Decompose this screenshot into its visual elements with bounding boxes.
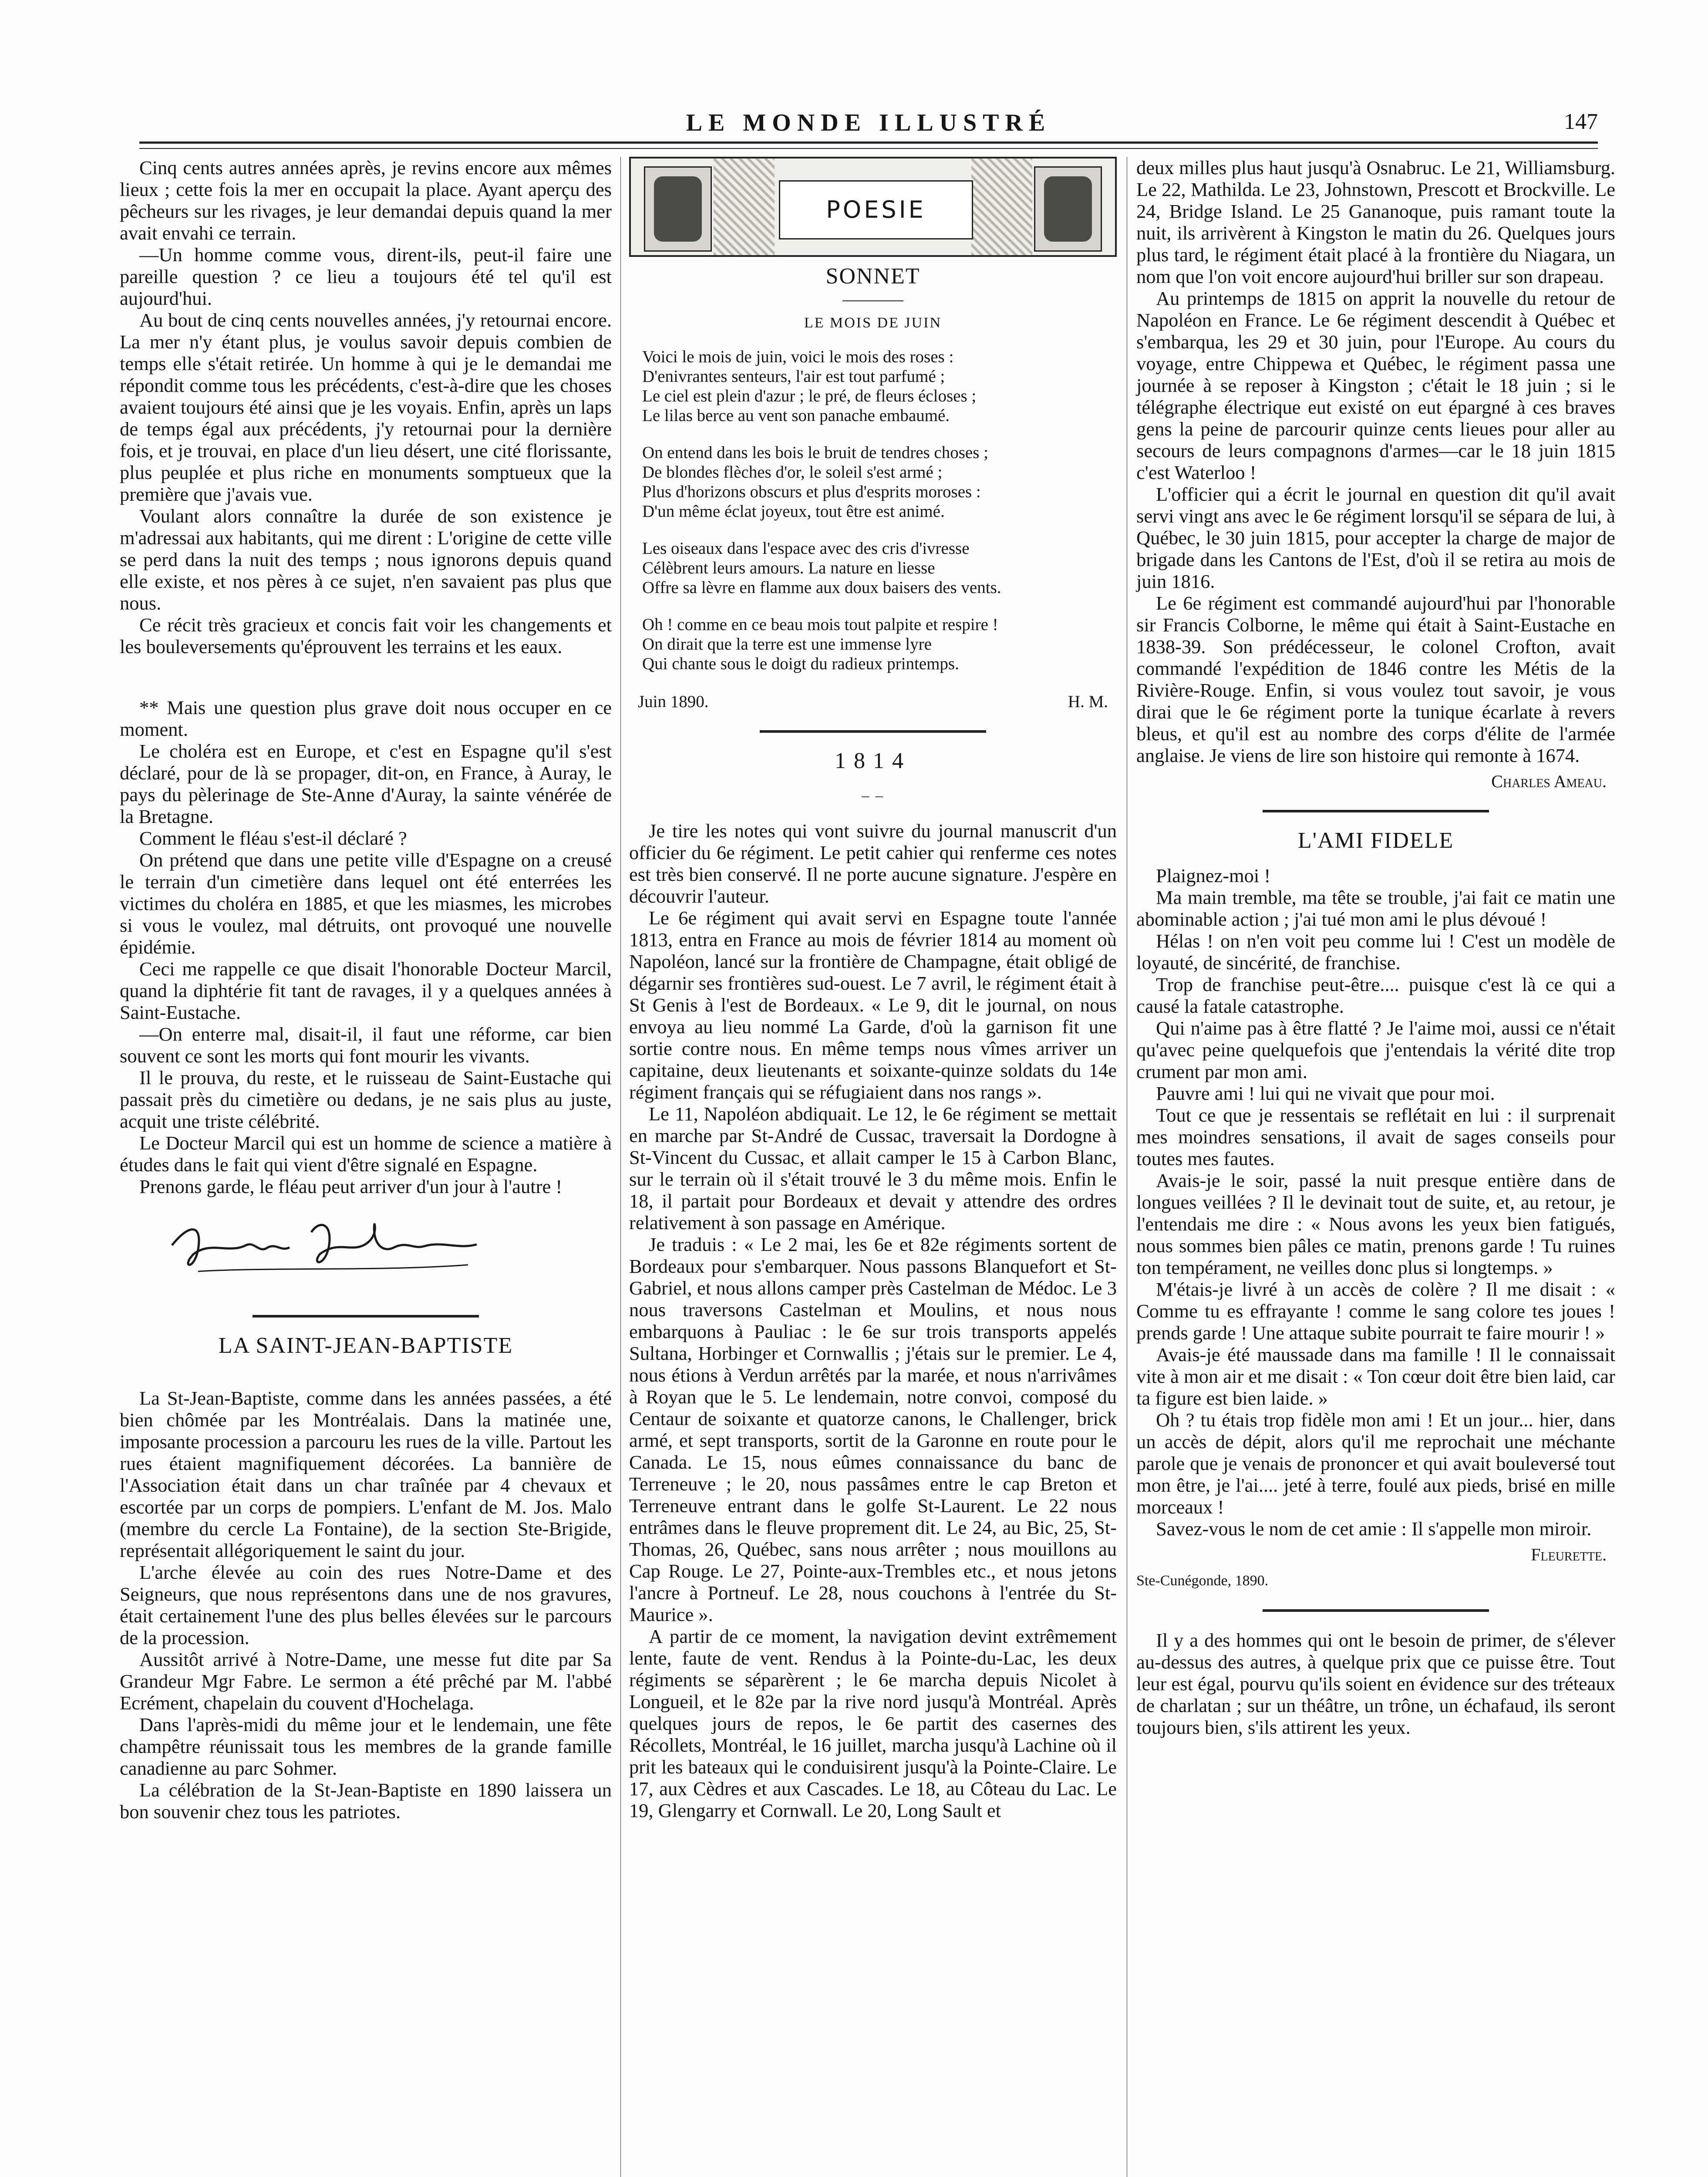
- verse-line: Offre sa lèvre en flamme aux doux baisers des vents.: [642, 578, 1001, 597]
- verse-line: Oh ! comme en ce beau mois tout palpite et respire !: [642, 615, 998, 634]
- section-title: L'AMI FIDELE: [1297, 828, 1454, 853]
- poetry-banner: [629, 157, 1117, 257]
- verse-line: Le ciel est plein d'azur ; le pré, de fleurs écloses ;: [642, 387, 977, 405]
- article-continuation: [120, 157, 612, 657]
- paragraph: La célébration de la St-Jean-Baptiste en 1890 laissera un bon souvenir chez tous les patriotes.: [120, 1779, 612, 1823]
- verse-line: Voici le mois de juin, voici le mois des roses :: [642, 347, 954, 366]
- paragraph: Il y a des hommes qui ont le besoin de primer, de s'élever au-dessus des autres, à quelque prix que ce puisse être. Tout leur est égal, pourvu qu'ils soient en évidence sur des tréteaux de charlatan ; sur un théâtre, un trône, un échafaud, ils seront toujours bien, s'ils attirent les yeux.: [1136, 1629, 1615, 1738]
- column-separator: [620, 157, 621, 2177]
- section-divider: [253, 1315, 479, 1318]
- poem-subtitle: LE MOIS DE JUIN: [804, 315, 942, 331]
- paragraph: Le 6e régiment qui avait servi en Espagne toute l'année 1813, entra en France au mois de février 1814 au moment où Napoléon, lancé sur la frontière de Champagne, était obligé de dégarnir ses frontières sud-ouest. Le 7 avril, le régiment était à St Genis à l'est de Bordeaux. « Le 9, dit le journal, on nous envoya au lieu nommé La Garde, d'où la garnison fit une sortie contre nous. En même temps nous vîmes arriver un capitaine, deux lieutenants et soixante-quinze soldats du 14e régiment français qui se réfugiaient dans nos rangs ».: [629, 907, 1117, 1103]
- paragraph: M'étais-je livré à un accès de colère ? Il me disait : « Comme tu es effrayante ! comme le sang colore tes joues ! prends garde ! Une attaque subite pourrait te faire mourir ! »: [1136, 1278, 1615, 1344]
- paragraph: Le 11, Napoléon abdiquait. Le 12, le 6e régiment se mettait en marche par St-André de Cussac, traversait la Dordogne à St-Vincent du Cussac, et allait camper le 15 à Carbon Blanc, sur le terrain où il s'était trouvé le 3 du même mois. Enfin le 18, il partait pour Bordeaux et devait y attendre des ordres relativement à son passage en Amérique.: [629, 1103, 1117, 1233]
- column-3: [1136, 157, 1615, 1738]
- paragraph: L'arche élevée au coin des rues Notre-Dame et des Seigneurs, que nous représentons dans une de nos gravures, était certainement l'une des plus belles élevées sur le parcours de la procession.: [120, 1561, 612, 1648]
- verse-line: Le lilas berce au vent son panache embaumé.: [642, 406, 950, 425]
- section-divider: [760, 730, 986, 733]
- paragraph: Cinq cents autres années après, je revins encore aux mêmes lieux ; cette fois la mer en occupait la place. Ayant aperçu des pêcheurs sur les rivages, je leur demandai depuis quand la mer avait envahi ce terrain.: [120, 157, 612, 244]
- ornament: [971, 158, 1032, 255]
- stanza: [642, 615, 1117, 674]
- paragraph: Ma main tremble, ma tête se trouble, j'ai fait ce matin une abominable action ; j'ai tué mon ami le plus dévoué !: [1136, 886, 1615, 930]
- banner-scroll: [779, 180, 973, 239]
- poem-signature-row: [629, 691, 1117, 713]
- paragraph: Le Docteur Marcil qui est un homme de science a matière à études dans le fait qui vient d'être signalé en Espagne.: [120, 1132, 612, 1176]
- masthead-title: LE MONDE ILLUSTRÉ: [686, 109, 1051, 136]
- saint-jean-baptiste-article: [120, 1387, 612, 1823]
- column-2: [629, 157, 1117, 1821]
- ornament: [714, 158, 775, 255]
- paragraph: Le choléra est en Europe, et c'est en Espagne qu'il s'est déclaré, pour de là se propager, dit-on, en France, à Auray, le pays du pèlerinage de Ste-Anne d'Auray, la sainte vénérée de la Bretagne.: [120, 740, 612, 827]
- verse-line: D'enivrantes senteurs, l'air est tout parfumé ;: [642, 367, 945, 386]
- paragraph: Avais-je le soir, passé la nuit presque entière dans de longues veillées ? Il le devinait tout de suite, et, au retour, je l'entendais me dire : « Nous avons les yeux bien fatigués, nous sommes bien pâles ce matin, prenons garde ! Tu ruines ton tempérament, ne veilles donc plus si longtemps. »: [1136, 1169, 1615, 1278]
- stanza: [642, 539, 1117, 597]
- poem-title: SONNET: [825, 264, 920, 289]
- stanza: [642, 443, 1117, 521]
- verse-line: Célèbrent leurs amours. La nature en liesse: [642, 559, 935, 577]
- section-title: 1814: [835, 748, 911, 773]
- section-divider: [1263, 1609, 1489, 1612]
- paragraph: Au printemps de 1815 on apprit la nouvelle du retour de Napoléon en France. Le 6e régiment descendit à Québec et s'embarqua, les 29 et 30 juin, pour l'Europe. Au cours du voyage, entre Chippewa et Québec, le régiment passa une journée à se reposer à Kingston ; c'était le 18 juin ; si le télégraphe électrique eut existé on eut épargné à ces braves gens la peine de parcourir quinze cents lieues pour aller au secours de leurs compagnons d'armes—car le 18 juin 1815 c'est Waterloo !: [1136, 287, 1615, 483]
- ornament-plate: [1034, 166, 1102, 252]
- verse-line: On entend dans les bois le bruit de tendres choses ;: [642, 443, 988, 462]
- paragraph: Plaignez-moi !: [1156, 865, 1271, 886]
- paragraph: La St-Jean-Baptiste, comme dans les années passées, a été bien chômée par les Montréalais. Dans la matinée une, imposante procession a parcouru les rues de la ville. Partout les rues étaient magnifiquement décorées. La bannière de l'Association était dans un char traînée par 4 chevaux et escortée par un corps de pompiers. L'enfant de M. Jos. Malo (membre du cercle La Fontaine), de la section Ste-Brigide, représentait allégoriquement le saint du jour.: [120, 1387, 612, 1561]
- header-rule-thin: [139, 148, 1598, 149]
- paragraph: Prenons garde, le fléau peut arriver d'un jour à l'autre !: [139, 1176, 563, 1197]
- ami-fidele-article: [1136, 865, 1615, 1540]
- verse-line: De blondes flèches d'or, le soleil s'est armé ;: [642, 463, 943, 482]
- verse-line: Plus d'horizons obscurs et plus d'esprits moroses :: [642, 482, 981, 501]
- handwritten-signature: [120, 1197, 612, 1297]
- paragraph: Le 6e régiment est commandé aujourd'hui par l'honorable sir Francis Colborne, le même qui était à Saint-Eustache en 1838-39. Son prédécesseur, le colonel Crofton, avait commandé l'expédition de 1846 contre les Métis de la Rivière-Rouge. Enfin, si vous voulez tout savoir, je vous dirai que le 6e régiment porte la tunique écarlate à revers bleus, et qu'il est au nombre des corps d'élite de l'armée anglaise. Je viens de lire son histoire qui remonte à 1674.: [1136, 592, 1615, 766]
- article-author: Fleurette.: [1531, 1545, 1607, 1564]
- paragraph: deux milles plus haut jusqu'à Osnabruc. Le 21, Williamsburg. Le 22, Mathilda. Le 23, Johnstown, Prescott et Brockville. Le 24, Bridge Island. Le 25 Gananoque, puis ramant toute la nuit, ils arrivèrent à Kingston le matin du 26. Quelques jours plus tard, le régiment était placé à la frontière du Niagara, un nom que l'on voit encore aujourd'hui briller sur son drapeau.: [1136, 157, 1615, 287]
- stanza: [642, 347, 1117, 425]
- section-dash: – –: [862, 788, 884, 804]
- header-rule: [139, 142, 1598, 144]
- paragraph: Hélas ! on n'en voit peu comme lui ! C'est un modèle de loyauté, de sincérité, de franchise.: [1136, 930, 1615, 974]
- paragraph: Aussitôt arrivé à Notre-Dame, une messe fut dite par Sa Grandeur Mgr Fabre. Le sermon a été prêché par M. l'abbé Ecrément, chapelain du couvent d'Hochelaga.: [120, 1648, 612, 1714]
- paragraph: Trop de franchise peut-être.... puisque c'est là ce qui a causé la fatale catastrophe.: [1136, 974, 1615, 1017]
- article-1814: [629, 820, 1117, 1821]
- place-date: Ste-Cunégonde, 1890.: [1136, 1573, 1269, 1589]
- paragraph: Au bout de cinq cents nouvelles années, j'y retournai encore. La mer n'y étant plus, je voulus savoir depuis combien de temps elle s'était retirée. Un homme à qui je le demandai me répondit comme tous les précédents, c'est-à-dire que les choses avaient toujours été ainsi que je les voyais. Enfin, après un laps de temps égal aux précédents, j'y retournai pour la dernière fois, et je trouvai, en place d'un lieu désert, une cité florissante, plus peuplée et plus riche en monuments somptueux que la première que j'avais vue.: [120, 309, 612, 505]
- section-divider: [1263, 810, 1489, 812]
- paragraph: —On enterre mal, disait-il, il faut une réforme, car bien souvent ce sont les morts qui font mourir les vivants.: [120, 1023, 612, 1067]
- poem-initials: H. M.: [1068, 692, 1108, 711]
- article-author: Charles Ameau.: [1491, 772, 1607, 791]
- sonnet: [629, 347, 1117, 674]
- section-title: LA SAINT-JEAN-BAPTISTE: [218, 1333, 513, 1358]
- paragraph: Il le prouva, du reste, et le ruisseau de Saint-Eustache qui passait près du cimetière ou dedans, je ne sais plus au juste, acquit une triste célébrité.: [120, 1067, 612, 1132]
- paragraph: L'officier qui a écrit le journal en question dit qu'il avait servi vingt ans avec le 6e régiment lorsqu'il se sépara de lui, à Québec, le 30 juin 1815, pour accepter la charge de major de brigade dans les Cantons de l'Est, d'où il se retira au mois de juin 1816.: [1136, 483, 1615, 592]
- verse-line: On dirait que la terre est une immense lyre: [642, 635, 932, 654]
- paragraph: Voulant alors connaître la durée de son existence je m'adressai aux habitants, qui me dirent : L'origine de cette ville se perd dans la nuit des temps ; nous ignorons depuis quand elle existe, et nos pères à ce sujet, n'en savaient pas plus que nous.: [120, 505, 612, 614]
- column-1: [120, 157, 612, 1823]
- paragraph: Savez-vous le nom de cet amie : Il s'appelle mon miroir.: [1156, 1518, 1592, 1540]
- divider: [842, 300, 903, 301]
- verse-line: Les oiseaux dans l'espace avec des cris d'ivresse: [642, 539, 970, 558]
- banner-label: POESIE: [826, 196, 926, 223]
- paragraph: ** Mais une question plus grave doit nous occuper en ce moment.: [120, 697, 612, 740]
- paragraph: Oh ? tu étais trop fidèle mon ami ! Et un jour... hier, dans un accès de dépit, alors qu'il me reprochait une méchante parole que je venais de prononcer et qui avait bouleversé tout mon être, je l'ai.... jeté à terre, foulé aux pieds, brisé en mille morceaux !: [1136, 1409, 1615, 1518]
- page-number: 147: [1564, 109, 1598, 134]
- paragraph: Dans l'après-midi du même jour et le lendemain, une fête champêtre réunissait tous les membres de la grande famille canadienne au parc Sohmer.: [120, 1714, 612, 1779]
- article-1814-continued: [1136, 157, 1615, 766]
- paragraph: Pauvre ami ! lui qui ne vivait que pour moi.: [1156, 1082, 1495, 1104]
- paragraph: Ceci me rappelle ce que disait l'honorable Docteur Marcil, quand la diphtérie fit tant de ravages, il y a quelques années à Saint-Eustache.: [120, 958, 612, 1023]
- ornament-plate: [644, 166, 712, 252]
- poem-date: Juin 1890.: [638, 692, 709, 711]
- paragraph: Avais-je été maussade dans ma famille ! Il le connaissait vite à mon air et me disait : « Ton cœur doit être bien laid, car ta figure est bien laide. »: [1136, 1344, 1615, 1409]
- paragraph: A partir de ce moment, la navigation devint extrêmement lente, faute de vent. Rendus à la Pointe-du-Lac, les deux régiments se séparèrent ; le 6e marcha depuis Nicolet à Longueil, et le 82e par la rive nord jusqu'à Montréal. Après quelques jours de repos, le 6e partit des casernes des Récollets, Montréal, le 16 juillet, marcha jusqu'à Lachine où il prit les bateaux qui le conduisirent jusqu'à la Pointe-Claire. Le 17, aux Cèdres et aux Cascades. Le 18, au Côteau du Lac. Le 19, Glengarry et Cornwall. Le 20, Long Sault et: [629, 1625, 1117, 1821]
- paragraph: Je tire les notes qui vont suivre du journal manuscrit d'un officier du 6e régiment. Le petit cahier qui renferme ces notes est très bien conservé. Il ne porte aucune signature. J'espère en découvrir l'auteur.: [629, 820, 1117, 907]
- paragraph: Je traduis : « Le 2 mai, les 6e et 82e régiments sortent de Bordeaux pour s'embarquer. Nous passons Blanquefort et St-Gabriel, et nous allons camper près Castelman de Médoc. Le 3 nous traversons Castelman et Moulins, et nous nous embarquons à Pauliac : le 6e sur trois transports appelés Sultana, Horbinger et Cornwallis ; j'étais sur le premier. Le 4, nous étions à Verdun arrêtés par la marée, et nous n'arrivâmes à Royan que le 5. Le lendemain, notre convoi, composé du Centaur de soixante et quatorze canons, le Challenger, brick armé, et sept transports, sortit de la Garonne en route pour le Canada. Le 15, nous eûmes connaissance du banc de Terreneuve ; le 20, nous passâmes entre le cap Breton et Terreneuve entrant dans le golfe St-Laurent. Le 22 nous entrâmes dans le fleuve proprement dit. Le 24, au Bic, 25, St-Thomas, 26, Québec, sans nous arrêter ; nous mouillons au Cap Rouge. Le 27, Pointe-aux-Trembles etc., et nous jetons l'ancre à Portneuf. Le 28, nous couchons à l'entrée du St-Maurice ».: [629, 1233, 1117, 1625]
- cholera-article: [120, 697, 612, 1197]
- paragraph: Qui n'aime pas à être flatté ? Je l'aime moi, aussi ce n'était qu'avec peine quelquefois que j'entendais la vérité dite trop crument par mon ami.: [1136, 1017, 1615, 1082]
- paragraph: Comment le fléau s'est-il déclaré ?: [139, 827, 407, 849]
- paragraph: Ce récit très gracieux et concis fait voir les changements et les bouleversements qu'éprouvent les terrains et les eaux.: [120, 614, 612, 657]
- verse-line: Qui chante sous le doigt du radieux printemps.: [642, 654, 959, 673]
- paragraph: On prétend que dans une petite ville d'Espagne on a creusé le terrain d'un cimetière dans lequel ont été enterrées les victimes du choléra en 1885, et que les miasmes, les microbes si vous le voulez, mal détruits, ont provoqué une nouvelle épidémie.: [120, 849, 612, 958]
- paragraph: —Un homme comme vous, dirent-ils, peut-il faire une pareille question ? ce lieu a toujours été tel qu'il est aujourd'hui.: [120, 244, 612, 309]
- verse-line: D'un même éclat joyeux, tout être est animé.: [642, 502, 945, 521]
- paragraph: Tout ce que je ressentais se reflétait en lui : il surprenait mes moindres sensations, il avait de sages conseils pour toutes mes fautes.: [1136, 1104, 1615, 1169]
